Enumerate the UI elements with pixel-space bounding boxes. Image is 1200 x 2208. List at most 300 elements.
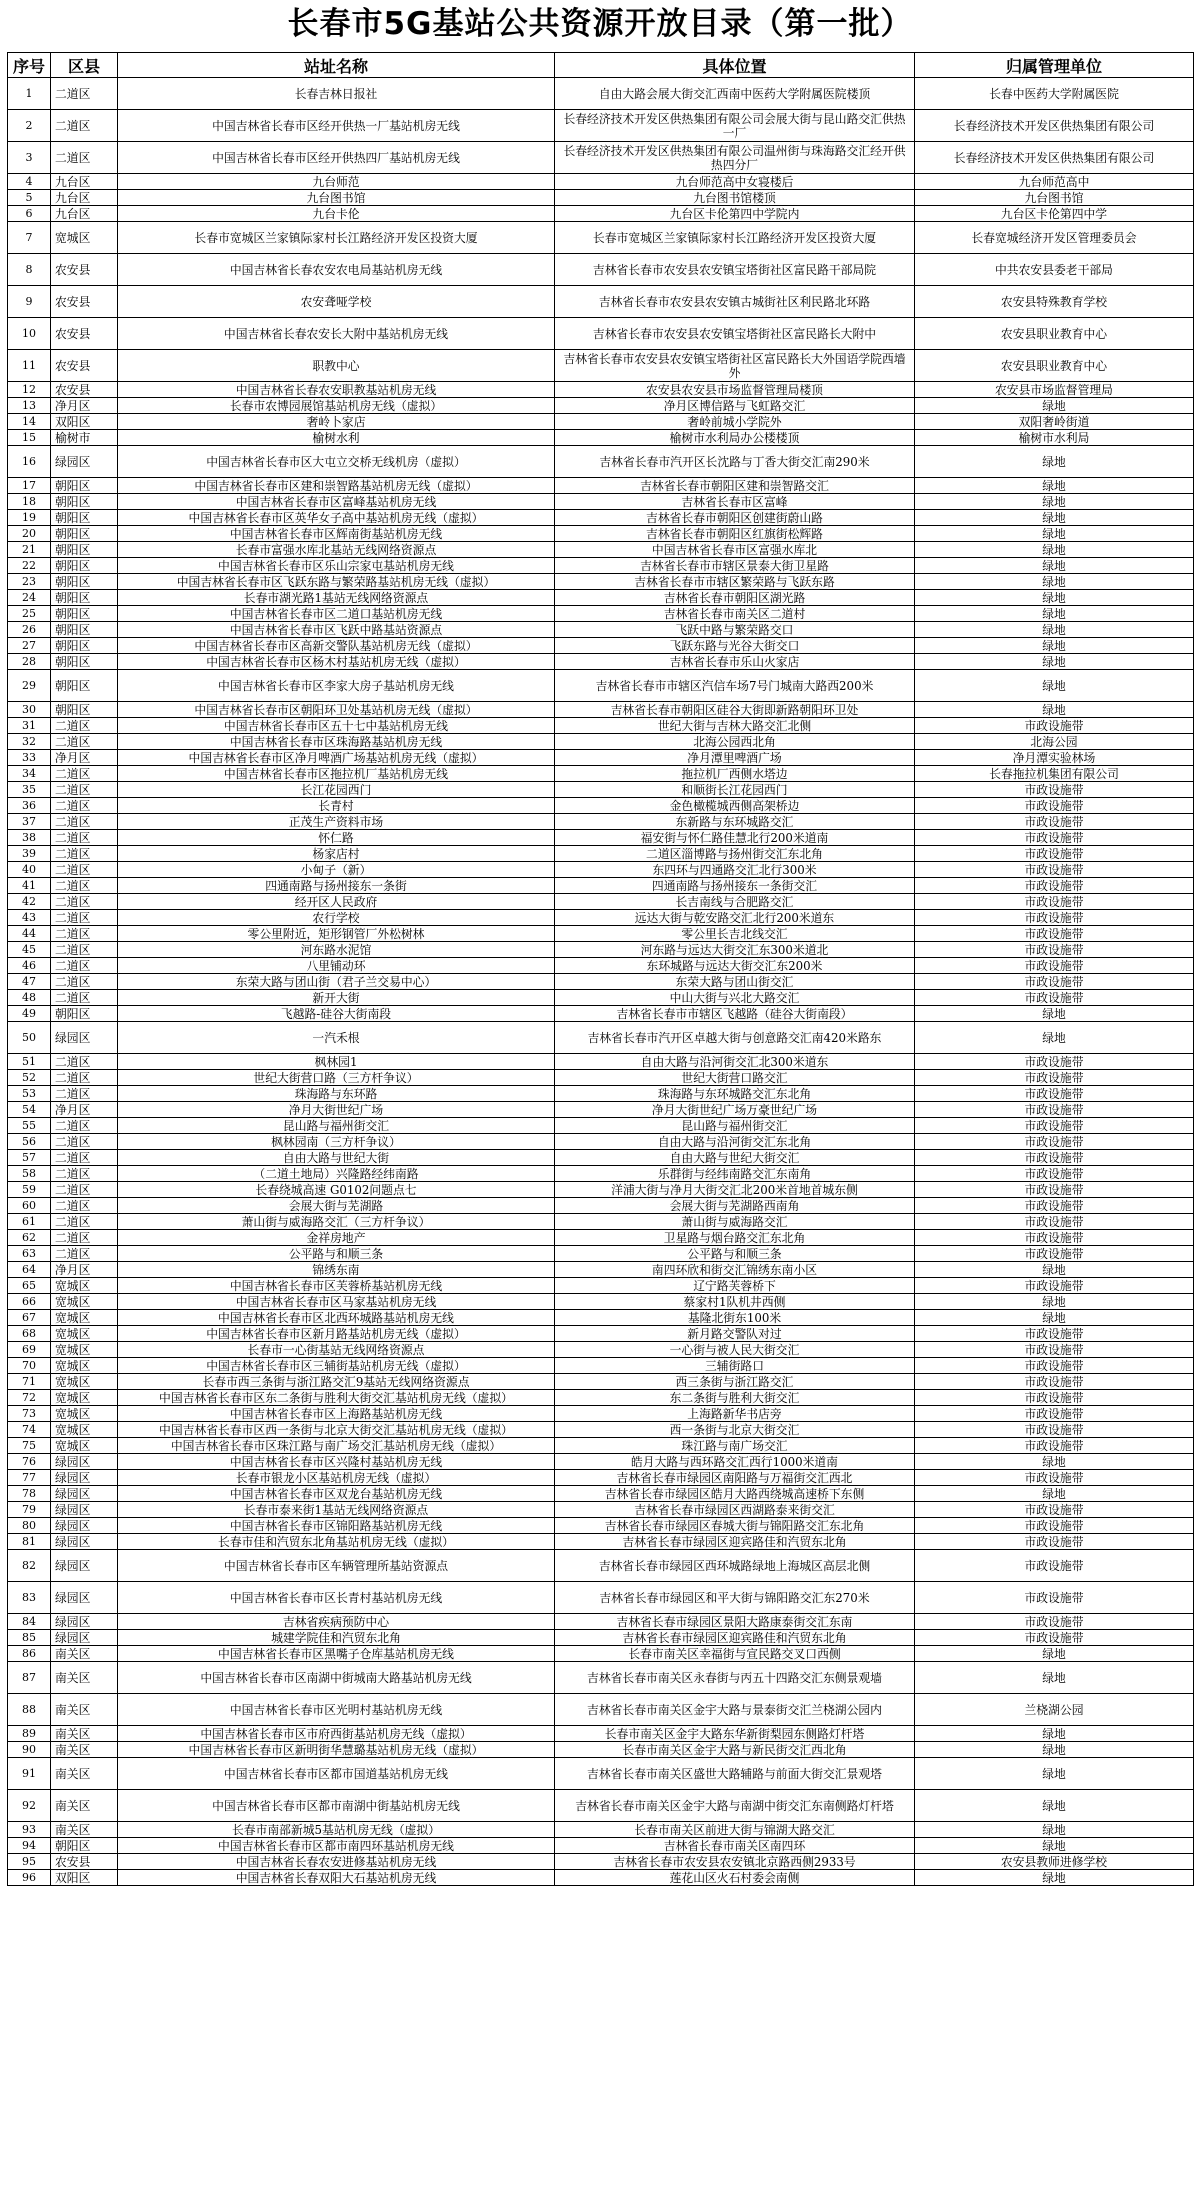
location-cell: 中山大街与兴北大路交汇: [555, 990, 915, 1006]
district-cell: 二道区: [51, 926, 118, 942]
row-number: 29: [8, 670, 51, 702]
row-number: 56: [8, 1134, 51, 1150]
location-cell: 长春市南关区金宇大路与新民街交汇西北角: [555, 1742, 915, 1758]
table-row: [8, 702, 1194, 718]
site-name-cell: 中国吉林省长春市区都市国道基站机房无线: [118, 1758, 555, 1790]
location-cell: 东荣大路与团山街交汇: [555, 974, 915, 990]
site-name-cell: 中国吉林省长春市区黑嘴子仓库基站机房无线: [118, 1646, 555, 1662]
owner-cell: 绿地: [915, 558, 1194, 574]
table-row: [8, 1502, 1194, 1518]
district-cell: 南关区: [51, 1822, 118, 1838]
table-row: [8, 718, 1194, 734]
row-number: 9: [8, 286, 51, 318]
table-row: [8, 1582, 1194, 1614]
table-row: [8, 750, 1194, 766]
district-cell: 宽城区: [51, 1294, 118, 1310]
row-number: 73: [8, 1406, 51, 1422]
owner-cell: 市政设施带: [915, 814, 1194, 830]
district-cell: 朝阳区: [51, 622, 118, 638]
location-cell: 东二条街与胜利大街交汇: [555, 1390, 915, 1406]
district-cell: 朝阳区: [51, 1838, 118, 1854]
header-owner: 归属管理单位: [915, 53, 1194, 78]
table-row: [8, 78, 1194, 110]
table-row: [8, 542, 1194, 558]
table-row: [8, 222, 1194, 254]
row-number: 14: [8, 414, 51, 430]
site-name-cell: 杨家店村: [118, 846, 555, 862]
site-name-cell: 中国吉林省长春市区飞跃东路与繁荣路基站机房无线（虚拟）: [118, 574, 555, 590]
district-cell: 南关区: [51, 1726, 118, 1742]
district-cell: 二道区: [51, 862, 118, 878]
district-cell: 二道区: [51, 782, 118, 798]
site-name-cell: 中国吉林省长春市区都市南四环基站机房无线: [118, 1838, 555, 1854]
district-cell: 南关区: [51, 1742, 118, 1758]
location-cell: 榆树市水利局办公楼楼顶: [555, 430, 915, 446]
table-row: [8, 1470, 1194, 1486]
owner-cell: 绿地: [915, 1022, 1194, 1054]
row-number: 5: [8, 190, 51, 206]
site-name-cell: 长春市农博园展馆基站机房无线（虚拟）: [118, 398, 555, 414]
owner-cell: 市政设施带: [915, 1518, 1194, 1534]
site-name-cell: 世纪大街营口路（三方杆争议）: [118, 1070, 555, 1086]
location-cell: 会展大街与芜湖路西南角: [555, 1198, 915, 1214]
location-cell: 自由大路与世纪大街交汇: [555, 1150, 915, 1166]
table-row: [8, 1438, 1194, 1454]
table-row: [8, 638, 1194, 654]
table-row: [8, 382, 1194, 398]
owner-cell: 市政设施带: [915, 942, 1194, 958]
site-name-cell: 长春绕城高速 G0102问题点七: [118, 1182, 555, 1198]
owner-cell: 农安县特殊教育学校: [915, 286, 1194, 318]
location-cell: 远达大街与乾安路交汇北行200米道东: [555, 910, 915, 926]
district-cell: 绿园区: [51, 1502, 118, 1518]
owner-cell: 市政设施带: [915, 910, 1194, 926]
table-row: [8, 1838, 1194, 1854]
location-cell: 世纪大街营口路交汇: [555, 1070, 915, 1086]
table-row: [8, 1870, 1194, 1886]
row-number: 64: [8, 1262, 51, 1278]
district-cell: 朝阳区: [51, 654, 118, 670]
location-cell: 吉林省长春市南关区南四环: [555, 1838, 915, 1854]
location-cell: 吉林省长春市乐山火家店: [555, 654, 915, 670]
location-cell: 长春市南关区幸福街与宣民路交叉口西侧: [555, 1646, 915, 1662]
owner-cell: 市政设施带: [915, 1230, 1194, 1246]
owner-cell: 市政设施带: [915, 1374, 1194, 1390]
district-cell: 二道区: [51, 766, 118, 782]
owner-cell: 榆树市水利局: [915, 430, 1194, 446]
table-row: [8, 1230, 1194, 1246]
district-cell: 农安县: [51, 382, 118, 398]
table-row: [8, 606, 1194, 622]
site-name-cell: 农安聋哑学校: [118, 286, 555, 318]
row-number: 70: [8, 1358, 51, 1374]
district-cell: 南关区: [51, 1646, 118, 1662]
district-cell: 绿园区: [51, 1614, 118, 1630]
location-cell: 珠海路与东环城路交汇东北角: [555, 1086, 915, 1102]
owner-cell: 市政设施带: [915, 1550, 1194, 1582]
row-number: 60: [8, 1198, 51, 1214]
table-row: [8, 910, 1194, 926]
location-cell: 吉林省长春市朝阳区红旗街松辉路: [555, 526, 915, 542]
site-name-cell: （二道土地局）兴隆路经纬南路: [118, 1166, 555, 1182]
location-cell: 新月路交警队对过: [555, 1326, 915, 1342]
header-site-name: 站址名称: [118, 53, 555, 78]
site-name-cell: 奢岭卜家店: [118, 414, 555, 430]
district-cell: 绿园区: [51, 1534, 118, 1550]
site-name-cell: 正茂生产资料市场: [118, 814, 555, 830]
row-number: 96: [8, 1870, 51, 1886]
location-cell: 九台图书馆楼顶: [555, 190, 915, 206]
owner-cell: 市政设施带: [915, 1614, 1194, 1630]
location-cell: 飞跃东路与光谷大街交口: [555, 638, 915, 654]
site-name-cell: 榆树水利: [118, 430, 555, 446]
site-name-cell: 九台图书馆: [118, 190, 555, 206]
table-row: [8, 1358, 1194, 1374]
row-number: 86: [8, 1646, 51, 1662]
owner-cell: 绿地: [915, 446, 1194, 478]
site-name-cell: 中国吉林省长春市区西一条街与北京大街交汇基站机房无线（虚拟）: [118, 1422, 555, 1438]
row-number: 55: [8, 1118, 51, 1134]
district-cell: 宽城区: [51, 1422, 118, 1438]
table-row: [8, 254, 1194, 286]
owner-cell: 市政设施带: [915, 1582, 1194, 1614]
district-cell: 绿园区: [51, 1470, 118, 1486]
row-number: 66: [8, 1294, 51, 1310]
table-row: [8, 1694, 1194, 1726]
owner-cell: 农安县教师进修学校: [915, 1854, 1194, 1870]
district-cell: 绿园区: [51, 1022, 118, 1054]
site-name-cell: 九台师范: [118, 174, 555, 190]
district-cell: 宽城区: [51, 1358, 118, 1374]
location-cell: 吉林省长春市农安县农安镇宝塔街社区富民路长大外国语学院西墙外: [555, 350, 915, 382]
row-number: 92: [8, 1790, 51, 1822]
location-cell: 吉林省长春市朝阳区湖光路: [555, 590, 915, 606]
site-name-cell: 新开大街: [118, 990, 555, 1006]
location-cell: 东环城路与远达大街交汇东200米: [555, 958, 915, 974]
row-number: 47: [8, 974, 51, 990]
row-number: 40: [8, 862, 51, 878]
site-name-cell: 吉林省疾病预防中心: [118, 1614, 555, 1630]
row-number: 45: [8, 942, 51, 958]
row-number: 76: [8, 1454, 51, 1470]
table-row: [8, 766, 1194, 782]
owner-cell: 长春拖拉机集团有限公司: [915, 766, 1194, 782]
location-cell: 吉林省长春市农安县农安镇古城街社区利民路北环路: [555, 286, 915, 318]
district-cell: 宽城区: [51, 1310, 118, 1326]
owner-cell: 绿地: [915, 1742, 1194, 1758]
owner-cell: 长春宽城经济开发区管理委员会: [915, 222, 1194, 254]
location-cell: 吉林省长春市绿园区迎宾路佳和汽贸东北角: [555, 1630, 915, 1646]
row-number: 80: [8, 1518, 51, 1534]
row-number: 20: [8, 526, 51, 542]
row-number: 36: [8, 798, 51, 814]
location-cell: 南四环欣和街交汇锦绣东南小区: [555, 1262, 915, 1278]
site-name-cell: 长春市泰来街1基站无线网络资源点: [118, 1502, 555, 1518]
row-number: 88: [8, 1694, 51, 1726]
table-row: [8, 974, 1194, 990]
owner-cell: 农安县市场监督管理局: [915, 382, 1194, 398]
location-cell: 吉林省长春市绿园区皓月大路西绕城高速桥下东侧: [555, 1486, 915, 1502]
table-row: [8, 430, 1194, 446]
site-name-cell: 长春市湖光路1基站无线网络资源点: [118, 590, 555, 606]
header-district: 区县: [51, 53, 118, 78]
site-name-cell: 昆山路与福州街交汇: [118, 1118, 555, 1134]
row-number: 15: [8, 430, 51, 446]
page-title: 长春市5G基站公共资源开放目录（第一批）: [287, 6, 913, 42]
site-name-cell: 公平路与和顺三条: [118, 1246, 555, 1262]
owner-cell: 市政设施带: [915, 1502, 1194, 1518]
location-cell: 吉林省长春市南关区金宇大路与景泰街交汇兰桡湖公园内: [555, 1694, 915, 1726]
table-body: [8, 78, 1194, 1886]
table-row: [8, 590, 1194, 606]
site-name-cell: 中国吉林省长春市区大屯立交桥无线机房（虚拟）: [118, 446, 555, 478]
row-number: 51: [8, 1054, 51, 1070]
site-name-cell: 中国吉林省长春市区光明村基站机房无线: [118, 1694, 555, 1726]
district-cell: 双阳区: [51, 1870, 118, 1886]
district-cell: 二道区: [51, 1182, 118, 1198]
row-number: 30: [8, 702, 51, 718]
district-cell: 二道区: [51, 974, 118, 990]
district-cell: 南关区: [51, 1662, 118, 1694]
owner-cell: 农安县职业教育中心: [915, 318, 1194, 350]
district-cell: 朝阳区: [51, 590, 118, 606]
location-cell: 三辅街路口: [555, 1358, 915, 1374]
site-name-cell: 四通南路与扬州接东一条街: [118, 878, 555, 894]
row-number: 42: [8, 894, 51, 910]
row-number: 49: [8, 1006, 51, 1022]
district-cell: 双阳区: [51, 414, 118, 430]
site-name-cell: 中国吉林省长春市区拖拉机厂基站机房无线: [118, 766, 555, 782]
table-row: [8, 1150, 1194, 1166]
table-row: [8, 1550, 1194, 1582]
table-row: [8, 1422, 1194, 1438]
location-cell: 乐群街与经纬南路交汇东南角: [555, 1166, 915, 1182]
owner-cell: 绿地: [915, 1486, 1194, 1502]
row-number: 83: [8, 1582, 51, 1614]
district-cell: 净月区: [51, 750, 118, 766]
site-name-cell: 中国吉林省长春市区经开供热四厂基站机房无线: [118, 142, 555, 174]
owner-cell: 市政设施带: [915, 1278, 1194, 1294]
location-cell: 吉林省长春市绿园区西环城路绿地上海城区高层北侧: [555, 1550, 915, 1582]
owner-cell: 市政设施带: [915, 862, 1194, 878]
table-row: [8, 1134, 1194, 1150]
table-row: [8, 1086, 1194, 1102]
owner-cell: 市政设施带: [915, 1214, 1194, 1230]
site-name-cell: 中国吉林省长春市区辉南街基站机房无线: [118, 526, 555, 542]
site-name-cell: 长江花园西门: [118, 782, 555, 798]
row-number: 68: [8, 1326, 51, 1342]
district-cell: 朝阳区: [51, 606, 118, 622]
table-row: [8, 1262, 1194, 1278]
district-cell: 绿园区: [51, 446, 118, 478]
table-row: [8, 350, 1194, 382]
owner-cell: 市政设施带: [915, 990, 1194, 1006]
location-cell: 河东路与远达大街交汇东300米道北: [555, 942, 915, 958]
district-cell: 二道区: [51, 1166, 118, 1182]
row-number: 87: [8, 1662, 51, 1694]
district-cell: 朝阳区: [51, 510, 118, 526]
owner-cell: 市政设施带: [915, 1102, 1194, 1118]
owner-cell: 市政设施带: [915, 1342, 1194, 1358]
location-cell: 吉林省长春市绿园区西湖路泰来街交汇: [555, 1502, 915, 1518]
site-name-cell: 珠海路与东环路: [118, 1086, 555, 1102]
table-row: [8, 862, 1194, 878]
table-row: [8, 1630, 1194, 1646]
district-cell: 朝阳区: [51, 494, 118, 510]
table-row: [8, 110, 1194, 142]
site-name-cell: 农行学校: [118, 910, 555, 926]
location-cell: 昆山路与福州街交汇: [555, 1118, 915, 1134]
district-cell: 二道区: [51, 878, 118, 894]
row-number: 59: [8, 1182, 51, 1198]
table-row: [8, 670, 1194, 702]
header-no: 序号: [8, 53, 51, 78]
table-row: [8, 1214, 1194, 1230]
table-row: [8, 798, 1194, 814]
location-cell: 吉林省长春市朝阳区建和崇智路交汇: [555, 478, 915, 494]
district-cell: 宽城区: [51, 222, 118, 254]
district-cell: 农安县: [51, 1854, 118, 1870]
table-row: [8, 190, 1194, 206]
table-row: [8, 558, 1194, 574]
site-name-cell: 中国吉林省长春市区珠江路与南广场交汇基站机房无线（虚拟）: [118, 1438, 555, 1454]
table-row: [8, 1246, 1194, 1262]
location-cell: 吉林省长春市绿园区景阳大路康泰街交汇东南: [555, 1614, 915, 1630]
site-name-cell: 中国吉林省长春市区建和崇智路基站机房无线（虚拟）: [118, 478, 555, 494]
location-cell: 中国吉林省长春市区富强水库北: [555, 542, 915, 558]
table-row: [8, 1198, 1194, 1214]
district-cell: 宽城区: [51, 1390, 118, 1406]
owner-cell: 长春经济技术开发区供热集团有限公司: [915, 110, 1194, 142]
district-cell: 净月区: [51, 1262, 118, 1278]
owner-cell: 绿地: [915, 526, 1194, 542]
owner-cell: 市政设施带: [915, 974, 1194, 990]
site-name-cell: 中国吉林省长春市区新明街华慧璐基站机房无线（虚拟）: [118, 1742, 555, 1758]
row-number: 28: [8, 654, 51, 670]
location-cell: 吉林省长春市市辖区汽信车场7号门城南大路西200米: [555, 670, 915, 702]
header-location: 具体位置: [555, 53, 915, 78]
district-cell: 宽城区: [51, 1326, 118, 1342]
site-name-cell: 中国吉林省长春市区经开供热一厂基站机房无线: [118, 110, 555, 142]
row-number: 81: [8, 1534, 51, 1550]
owner-cell: 长春中医药大学附属医院: [915, 78, 1194, 110]
site-name-cell: 中国吉林省长春市区锦阳路基站机房无线: [118, 1518, 555, 1534]
location-cell: 福安街与怀仁路佳慧北行200米道南: [555, 830, 915, 846]
table-row: [8, 510, 1194, 526]
row-number: 67: [8, 1310, 51, 1326]
owner-cell: 市政设施带: [915, 1150, 1194, 1166]
site-name-cell: 中国吉林省长春市区上海路基站机房无线: [118, 1406, 555, 1422]
table-row: [8, 1822, 1194, 1838]
location-cell: 长春经济技术开发区供热集团有限公司温州街与珠海路交汇经开供热四分厂: [555, 142, 915, 174]
table-row: [8, 878, 1194, 894]
site-name-cell: 中国吉林省长春市区杨木村基站机房无线（虚拟）: [118, 654, 555, 670]
site-name-cell: 中国吉林省长春市区英华女子高中基站机房无线（虚拟）: [118, 510, 555, 526]
district-cell: 二道区: [51, 910, 118, 926]
location-cell: 北海公园西北角: [555, 734, 915, 750]
row-number: 50: [8, 1022, 51, 1054]
table-row: [8, 494, 1194, 510]
table-row: [8, 942, 1194, 958]
row-number: 85: [8, 1630, 51, 1646]
site-name-cell: 枫林园南（三方杆争议）: [118, 1134, 555, 1150]
site-name-cell: 城建学院佳和汽贸东北角: [118, 1630, 555, 1646]
owner-cell: 绿地: [915, 638, 1194, 654]
site-name-cell: 长春市银龙小区基站机房无线（虚拟）: [118, 1470, 555, 1486]
district-cell: 绿园区: [51, 1454, 118, 1470]
location-cell: 一心街与被人民大街交汇: [555, 1342, 915, 1358]
site-name-cell: 长春市一心街基站无线网络资源点: [118, 1342, 555, 1358]
district-cell: 九台区: [51, 190, 118, 206]
site-name-cell: 中国吉林省长春市区马家基站机房无线: [118, 1294, 555, 1310]
owner-cell: 市政设施带: [915, 958, 1194, 974]
district-cell: 朝阳区: [51, 478, 118, 494]
location-cell: 飞跃中路与繁荣路交口: [555, 622, 915, 638]
site-name-cell: 飞越路-硅谷大街南段: [118, 1006, 555, 1022]
row-number: 58: [8, 1166, 51, 1182]
location-cell: 萧山街与威海路交汇: [555, 1214, 915, 1230]
district-cell: 绿园区: [51, 1550, 118, 1582]
table-row: [8, 1614, 1194, 1630]
owner-cell: 北海公园: [915, 734, 1194, 750]
owner-cell: 市政设施带: [915, 926, 1194, 942]
row-number: 61: [8, 1214, 51, 1230]
district-cell: 朝阳区: [51, 670, 118, 702]
owner-cell: 九台区卡伦第四中学: [915, 206, 1194, 222]
location-cell: 世纪大街与吉林大路交汇北侧: [555, 718, 915, 734]
owner-cell: 长春经济技术开发区供热集团有限公司: [915, 142, 1194, 174]
location-cell: 吉林省长春市市辖区景泰大街卫星路: [555, 558, 915, 574]
location-cell: 吉林省长春市市辖区飞越路（硅谷大街南段）: [555, 1006, 915, 1022]
table-row: [8, 206, 1194, 222]
table-row: [8, 1758, 1194, 1790]
site-name-cell: 枫林园1: [118, 1054, 555, 1070]
site-name-cell: 中国吉林省长春市区五十七中基站机房无线: [118, 718, 555, 734]
row-number: 38: [8, 830, 51, 846]
row-number: 34: [8, 766, 51, 782]
owner-cell: 市政设施带: [915, 798, 1194, 814]
site-name-cell: 中国吉林省长春农安长大附中基站机房无线: [118, 318, 555, 350]
table-row: [8, 926, 1194, 942]
site-name-cell: 萧山街与威海路交汇（三方杆争议）: [118, 1214, 555, 1230]
district-cell: 二道区: [51, 718, 118, 734]
district-cell: 二道区: [51, 1246, 118, 1262]
site-name-cell: 中国吉林省长春市区都市南湖中街基站机房无线: [118, 1790, 555, 1822]
location-cell: 基隆北街东100米: [555, 1310, 915, 1326]
location-cell: 农安县农安县市场监督管理局楼顶: [555, 382, 915, 398]
owner-cell: 绿地: [915, 1790, 1194, 1822]
row-number: 18: [8, 494, 51, 510]
owner-cell: 市政设施带: [915, 1390, 1194, 1406]
row-number: 79: [8, 1502, 51, 1518]
table-row: [8, 846, 1194, 862]
district-cell: 二道区: [51, 1198, 118, 1214]
owner-cell: 市政设施带: [915, 1630, 1194, 1646]
district-cell: 二道区: [51, 1214, 118, 1230]
district-cell: 朝阳区: [51, 526, 118, 542]
table-row: [8, 1726, 1194, 1742]
row-number: 41: [8, 878, 51, 894]
table-row: [8, 1054, 1194, 1070]
site-name-cell: 中国吉林省长春双阳大石基站机房无线: [118, 1870, 555, 1886]
location-cell: 和顺街长江花园西门: [555, 782, 915, 798]
location-cell: 吉林省长春市南关区二道村: [555, 606, 915, 622]
row-number: 69: [8, 1342, 51, 1358]
row-number: 11: [8, 350, 51, 382]
district-cell: 二道区: [51, 1134, 118, 1150]
location-cell: 净月潭里啤酒广场: [555, 750, 915, 766]
location-cell: 自由大路与沿河街交汇北300米道东: [555, 1054, 915, 1070]
